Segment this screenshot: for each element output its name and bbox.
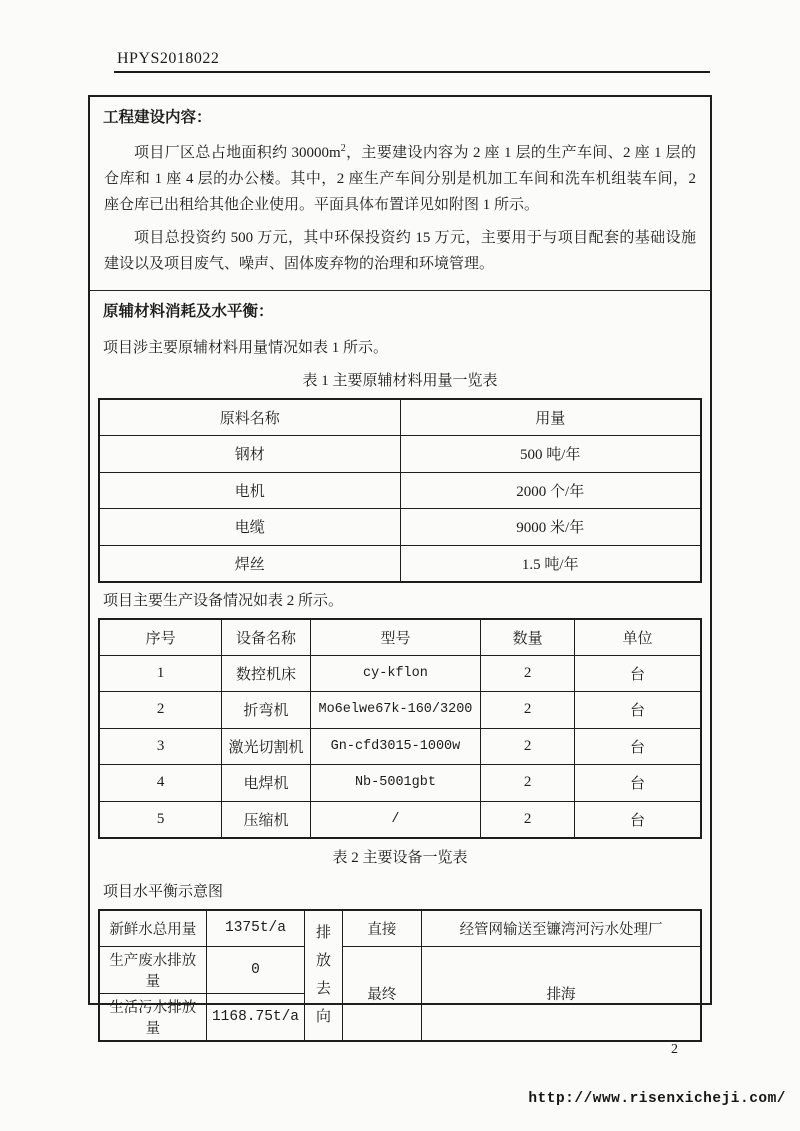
table-row	[99, 655, 701, 692]
materials-table	[98, 398, 702, 583]
equipment-model: Mo6elwe67k-160/3200	[310, 692, 480, 729]
material-amount: 9000 米/年	[400, 509, 701, 546]
table-row	[99, 728, 701, 765]
material-name: 钢材	[99, 436, 400, 473]
equipment-name: 折弯机	[222, 692, 310, 729]
equipment-model: Gn-cfd3015-1000w	[310, 728, 480, 765]
vertical-text: 排放去向	[316, 925, 332, 1025]
water-label: 生产废水排放量	[99, 946, 206, 993]
water-balance-title: 项目水平衡示意图	[103, 883, 224, 900]
water-label: 新鲜水总用量	[99, 910, 206, 947]
watermark-url: http://www.risenxicheji.com/	[528, 1091, 786, 1107]
paragraph-text: 项目厂区总占地面积约 30000m	[134, 145, 341, 161]
equipment-index: 3	[99, 728, 222, 765]
section-title-construction: 工程建设内容：	[103, 109, 212, 126]
equipment-name: 压缩机	[222, 801, 310, 838]
table2-caption: 表 2 主要设备一览表	[332, 849, 468, 866]
equipment-qty: 2	[481, 692, 575, 729]
document-number: HPYS2018022	[117, 50, 220, 67]
discharge-final-value: 排海	[422, 946, 701, 1041]
equipment-name: 电焊机	[222, 765, 310, 802]
column-header: 用量	[400, 399, 701, 436]
table-row	[99, 545, 701, 582]
paragraph-investment: 项目总投资约 500 万元，其中环保投资约 15 万元，主要用于与项目配套的基础设施建设以及项目废气、噪声、固体废弃物的治理和环境管理。	[104, 230, 696, 272]
material-name: 电机	[99, 472, 400, 509]
table2-intro: 项目主要生产设备情况如表 2 所示。	[103, 592, 344, 609]
equipment-unit: 台	[575, 728, 701, 765]
table-row	[99, 692, 701, 729]
material-amount: 500 吨/年	[400, 436, 701, 473]
column-header: 数量	[481, 619, 575, 656]
column-header: 原料名称	[99, 399, 400, 436]
table-header-row	[99, 399, 701, 436]
table1-caption: 表 1 主要原辅材料用量一览表	[302, 373, 498, 389]
page-number: 2	[671, 1042, 678, 1057]
equipment-qty: 2	[481, 655, 575, 692]
equipment-unit: 台	[575, 801, 701, 838]
equipment-index: 4	[99, 765, 222, 802]
equipment-model: Nb-5001gbt	[310, 765, 480, 802]
column-header: 设备名称	[222, 619, 310, 656]
equipment-qty: 2	[481, 801, 575, 838]
material-name: 电缆	[99, 509, 400, 546]
equipment-model: cy-kflon	[310, 655, 480, 692]
superscript: 2	[340, 143, 346, 154]
section-divider	[90, 290, 710, 291]
column-header: 序号	[99, 619, 222, 656]
equipment-name: 激光切割机	[222, 728, 310, 765]
discharge-direct-value: 经管网输送至镰湾河污水处理厂	[422, 910, 701, 947]
discharge-final-label: 最终	[342, 946, 421, 1041]
equipment-name: 数控机床	[222, 655, 310, 692]
equipment-index: 2	[99, 692, 222, 729]
equipment-unit: 台	[575, 655, 701, 692]
equipment-unit: 台	[575, 692, 701, 729]
table-row	[99, 801, 701, 838]
equipment-model: /	[310, 801, 480, 838]
table-row	[99, 472, 701, 509]
water-value: 0	[206, 946, 305, 993]
equipment-index: 5	[99, 801, 222, 838]
material-name: 焊丝	[99, 545, 400, 582]
equipment-unit: 台	[575, 765, 701, 802]
header-rule	[114, 71, 710, 73]
equipment-qty: 2	[481, 765, 575, 802]
material-amount: 1.5 吨/年	[400, 545, 701, 582]
column-header: 型号	[310, 619, 480, 656]
table-row	[99, 509, 701, 546]
content-box	[88, 95, 712, 1037]
paragraph-text: ，主要建设内容为 2 座 1 层的生产车间、2 座 1 层的仓库和 1 座 4 层的办公楼。其中，2 座生产车间分别是机加工车间和洗车机组装车间，2 座仓库已出租给其他企业使用。平面具体布置详见如附图 1 所示。	[104, 145, 696, 213]
discharge-direct-label: 直接	[342, 910, 421, 947]
table-row	[99, 910, 701, 947]
water-balance-table	[98, 909, 702, 1042]
table-row	[99, 436, 701, 473]
discharge-direction-label	[305, 910, 342, 1041]
water-value: 1375t/a	[206, 910, 305, 947]
paragraph-construction-1	[98, 136, 702, 218]
equipment-qty: 2	[481, 728, 575, 765]
section-title-materials: 原辅材料消耗及水平衡：	[103, 303, 274, 320]
water-value: 1168.75t/a	[206, 993, 305, 1041]
table1-intro: 项目涉主要原辅材料用量情况如表 1 所示。	[103, 340, 389, 356]
equipment-index: 1	[99, 655, 222, 692]
table-header-row	[99, 619, 701, 656]
column-header: 单位	[575, 619, 701, 656]
water-label: 生活污水排放量	[99, 993, 206, 1041]
equipment-table	[98, 618, 702, 839]
table-row	[99, 946, 701, 993]
material-amount: 2000 个/年	[400, 472, 701, 509]
table-row	[99, 765, 701, 802]
